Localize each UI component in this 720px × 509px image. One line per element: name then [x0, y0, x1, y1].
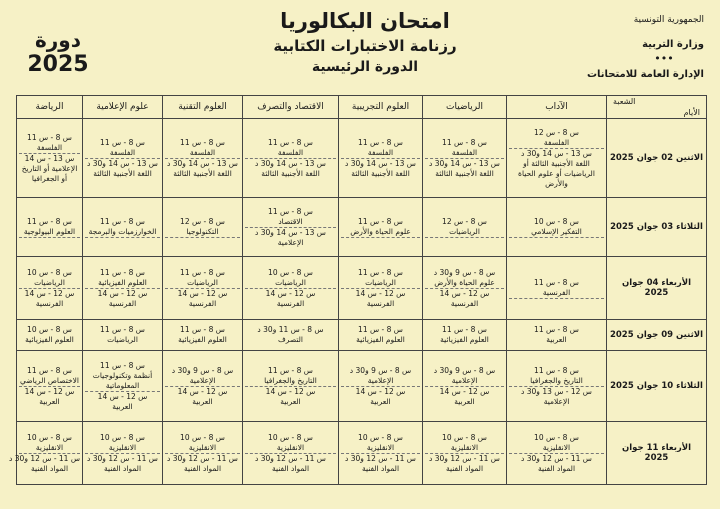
page-title: امتحان البكالوريا [280, 9, 450, 33]
exam-time: س 8 - س 10 [268, 267, 313, 277]
exam-time: س 12 - س 14 [439, 386, 490, 396]
exam-slot [425, 217, 504, 237]
exam-slot [19, 386, 80, 407]
exam-slot [509, 148, 604, 189]
exam-subject: المواد الفنية [445, 463, 484, 473]
exam-slot [341, 453, 420, 474]
exam-time: س 12 - س 14 [24, 288, 75, 298]
exam-time: س 13 - س 14 و30 د [255, 227, 326, 237]
exam-time: س 8 - س 11 [358, 137, 403, 147]
exam-subject: اللغة الأجنبية الثالثة [173, 168, 232, 178]
exam-subject: الرياضيات [275, 277, 306, 287]
exam-time: س 8 - س 11 [358, 325, 403, 334]
exam-subject: العربية [370, 396, 391, 406]
exam-cell [243, 422, 339, 485]
exam-time: س 12 - س 14 [265, 288, 316, 298]
dots-separator: ••• [654, 52, 674, 65]
exam-subject: الفلسفة [277, 147, 304, 157]
exam-slot [425, 138, 504, 158]
exam-cell [423, 320, 507, 351]
exam-time: س 8 - س 11 [534, 365, 579, 375]
exam-time: س 8 - س 11 و30 د [257, 325, 324, 334]
exam-time: س 12 - س 14 [355, 386, 406, 396]
exam-cell [339, 119, 423, 198]
exam-time: س 13 - س 14 و30 د [521, 148, 592, 158]
exam-subject: المواد الفنية [30, 463, 69, 473]
exam-slot [19, 133, 80, 153]
exam-subject: العلوم البيولوجية [23, 226, 76, 236]
exam-time: س 8 - س 11 [268, 206, 313, 216]
exam-cell [507, 119, 607, 198]
exam-slot [165, 237, 240, 238]
exam-slot [85, 158, 160, 179]
exam-slot [509, 237, 604, 238]
exam-slot [85, 361, 160, 391]
exam-subject: الانقليزية [450, 442, 479, 452]
exam-subject: الفلسفة [451, 147, 478, 157]
exam-cell [83, 320, 163, 351]
exam-time: س 13 - س 14 و30 د [167, 158, 238, 168]
exam-slot [245, 268, 336, 288]
exam-subject: العلوم الفيزيائية [356, 335, 405, 344]
exam-slot [245, 453, 336, 474]
exam-cell [339, 351, 423, 422]
exam-cell [507, 257, 607, 320]
day-row [17, 422, 707, 485]
exam-time: س 8 - س 11 [534, 277, 579, 287]
day-label: الأربعاء 11 جوان 2025 [607, 422, 707, 485]
day-label: الاثنين 02 جوان 2025 [607, 119, 707, 198]
exam-slot [19, 433, 80, 453]
exam-time: س 8 - س 10 [268, 432, 313, 442]
exam-subject: اللغة الأجنبية الثالثة [351, 168, 410, 178]
exam-time: س 8 - س 11 [358, 216, 403, 226]
exam-cell [83, 422, 163, 485]
exam-slot [341, 138, 420, 158]
exam-cell [163, 320, 243, 351]
exam-subject: اللغة الأجنبية الثالثة أو الرياضيات أو علوم الحياة والأرض [518, 158, 595, 188]
exam-time: س 11 - س 12 و30 د [345, 453, 416, 463]
exam-time: س 12 - س 14 [97, 288, 148, 298]
exam-time: س 11 - س 12 و30 د [9, 453, 80, 463]
exam-subject: الإعلامية [189, 375, 216, 385]
exam-cell [507, 320, 607, 351]
day-row [17, 351, 707, 422]
exam-time: س 8 - س 12 [180, 216, 225, 226]
exam-subject: أنظمة وتكنولوجيات المعلوماتية [92, 370, 153, 390]
exam-slot [341, 366, 420, 386]
day-row [17, 320, 707, 351]
exam-subject: العربية [192, 396, 213, 406]
exam-slot [509, 298, 604, 299]
exam-subject: الفرنسية [542, 287, 571, 297]
exam-time: س 8 - س 10 [442, 432, 487, 442]
exam-subject: الإعلامية [451, 375, 478, 385]
exam-cell [423, 257, 507, 320]
exam-cell [163, 119, 243, 198]
exam-slot [85, 433, 160, 453]
exam-time: س 13 - س 14 [24, 153, 75, 163]
exam-slot [341, 288, 420, 309]
exam-subject: الفلسفة [189, 147, 216, 157]
exam-subject: الفلسفة [367, 147, 394, 157]
exam-cell [83, 351, 163, 422]
exam-cell [243, 320, 339, 351]
exam-time: س 8 - س 11 [180, 325, 225, 334]
exam-cell [17, 351, 83, 422]
exam-slot [19, 288, 80, 309]
exam-cell [339, 422, 423, 485]
exam-cell [339, 320, 423, 351]
exam-slot [509, 366, 604, 386]
session-word: دورة [34, 28, 81, 52]
exam-subject: الإعلامية [367, 375, 394, 385]
exam-subject: العلوم الفيزيائية [440, 335, 489, 344]
exam-slot [85, 453, 160, 474]
exam-subject: العربية [546, 335, 567, 344]
exam-subject: المواد الفنية [103, 463, 142, 473]
exam-time: س 8 - س 10 [27, 267, 72, 277]
administration-label: الإدارة العامة للامتحانات [586, 69, 704, 80]
title-block [250, 8, 480, 76]
exam-time: س 8 - س 10 [27, 325, 72, 334]
exam-time: س 8 - س 11 [358, 267, 403, 277]
exam-slot [165, 138, 240, 158]
exam-time: س 12 - س 14 [355, 288, 406, 298]
day-row [17, 198, 707, 257]
exam-slot [425, 288, 504, 309]
exam-time: س 12 - س 14 [439, 288, 490, 298]
exam-slot [9, 453, 80, 474]
day-row [17, 257, 707, 320]
exam-time: س 11 - س 12 و30 د [429, 453, 500, 463]
exam-subject: الخوارزميات والبرمجة [88, 226, 157, 236]
branch-header: العلوم التقنية [163, 96, 243, 119]
exam-slot [245, 227, 336, 248]
exam-slot [85, 217, 160, 237]
exam-subject: المواد الفنية [361, 463, 400, 473]
exam-subject: اللغة الأجنبية الثالثة [261, 168, 320, 178]
exam-subject: الفلسفة [543, 137, 570, 147]
session-name: الدورة الرئيسية [311, 59, 419, 75]
exam-slot [425, 237, 504, 238]
exam-subject: اللغة الأجنبية الثالثة [435, 168, 494, 178]
exam-time: س 8 - س 11 [442, 325, 487, 334]
exam-slot [245, 433, 336, 453]
exam-cell [423, 119, 507, 198]
exam-slot [165, 366, 240, 386]
exam-slot [245, 325, 336, 345]
exam-cell [17, 320, 83, 351]
exam-slot [425, 453, 504, 474]
exam-subject: الفرنسية [276, 298, 305, 308]
exam-subject: التكنولوجيا [186, 226, 219, 236]
exam-subject: الفرنسية [108, 298, 137, 308]
session-year-block [18, 28, 98, 78]
exam-time: س 8 - س 11 [100, 216, 145, 226]
exam-time: س 8 - س 9 و30 د [349, 365, 412, 375]
exam-time: س 8 - س 11 [268, 137, 313, 147]
exam-time: س 8 - س 9 و30 د [433, 365, 496, 375]
branch-header: العلوم التجريبية [339, 96, 423, 119]
exam-time: س 8 - س 11 [180, 267, 225, 277]
exam-slot [165, 158, 240, 179]
exam-slot [19, 217, 80, 237]
exam-slot [85, 138, 160, 158]
exam-cell [507, 198, 607, 257]
exam-subject: الانقليزية [188, 442, 217, 452]
exam-cell [17, 257, 83, 320]
exam-subject: الاقتصاد [278, 216, 303, 226]
exam-time: س 8 - س 10 [534, 432, 579, 442]
exam-time: س 13 - س 14 و30 د [429, 158, 500, 168]
exam-subject: العلوم الفيزيائية [98, 277, 147, 287]
exam-cell [163, 351, 243, 422]
exam-slot [245, 138, 336, 158]
exam-time: س 11 - س 12 و30 د [167, 453, 238, 463]
day-label: الثلاثاء 03 جوان 2025 [607, 198, 707, 257]
exam-cell [339, 257, 423, 320]
exam-slot [425, 158, 504, 179]
exam-cell [243, 198, 339, 257]
exam-time: س 8 - س 11 [100, 325, 145, 334]
exam-subject: الفرنسية [35, 298, 64, 308]
exam-subject: الفرنسية [188, 298, 217, 308]
exam-time: س 12 - س 14 [177, 386, 228, 396]
exam-cell [507, 351, 607, 422]
exam-slot [341, 433, 420, 453]
exam-subject: الرياضيات [107, 335, 138, 344]
republic-label: الجمهورية التونسية [633, 15, 704, 25]
exam-cell [83, 198, 163, 257]
exam-cell [83, 119, 163, 198]
exam-subject: العلوم الفيزيائية [178, 335, 227, 344]
ministry-label: وزارة التربية [642, 39, 704, 50]
exam-time: س 12 - س 13 و30 د [521, 386, 592, 396]
exam-slot [509, 433, 604, 453]
exam-subject: الانقليزية [542, 442, 571, 452]
exam-slot [245, 366, 336, 386]
exam-subject: الفلسفة [36, 142, 63, 152]
exam-cell [423, 198, 507, 257]
exam-subject: العلوم الفيزيائية [25, 335, 74, 344]
corner-header [607, 96, 707, 119]
exam-subject: التصرف [277, 335, 304, 344]
exam-slot [341, 237, 420, 238]
day-row [17, 119, 707, 198]
exam-subject: الإعلامية [543, 396, 570, 406]
exam-subject: علوم الحياة والأرض [350, 226, 411, 236]
exam-time: س 8 - س 11 [27, 365, 72, 375]
exam-subject: المواد الفنية [271, 463, 310, 473]
exam-subject: المواد الفنية [537, 463, 576, 473]
exam-slot [341, 386, 420, 407]
page-subtitle: رزنامة الاختبارات الكتابية [273, 37, 457, 55]
exam-slot [341, 158, 420, 179]
exam-time: س 13 - س 14 و30 د [345, 158, 416, 168]
exam-time: س 13 - س 14 و30 د [255, 158, 326, 168]
exam-cell [423, 422, 507, 485]
exam-slot [245, 288, 336, 309]
exam-subject: الفلسفة [109, 147, 136, 157]
exam-time: س 8 - س 11 [442, 137, 487, 147]
exam-slot [509, 217, 604, 237]
day-label: الثلاثاء 10 جوان 2025 [607, 351, 707, 422]
exam-subject: الرياضيات [187, 277, 218, 287]
exam-cell [243, 257, 339, 320]
exam-subject: علوم الحياة والأرض [434, 277, 495, 287]
exam-slot [425, 433, 504, 453]
exam-slot [425, 386, 504, 407]
exam-time: س 8 - س 10 [27, 432, 72, 442]
exam-time: س 12 - س 14 [177, 288, 228, 298]
exam-slot [245, 207, 336, 227]
exam-slot [341, 268, 420, 288]
exam-time: س 8 - س 11 [100, 360, 145, 370]
exam-slot [425, 268, 504, 288]
exam-subject: الاختصاص الرياضي [19, 375, 79, 385]
exam-time: س 11 - س 12 و30 د [255, 453, 326, 463]
exam-time: س 8 - س 11 [27, 216, 72, 226]
exam-time: س 12 - س 14 [97, 391, 148, 401]
exam-slot [85, 288, 160, 309]
exam-time: س 8 - س 11 [100, 137, 145, 147]
exam-subject: الانقليزية [366, 442, 395, 452]
branch-header: الاقتصاد والتصرف [243, 96, 339, 119]
session-year: 2025 [27, 52, 89, 77]
exam-subject: الفرنسية [366, 298, 395, 308]
exam-time: س 8 - س 9 و30 د [171, 365, 234, 375]
exam-subject: المواد الفنية [183, 463, 222, 473]
exam-slot [165, 217, 240, 237]
exam-time: س 8 - س 11 [100, 267, 145, 277]
exam-slot [19, 325, 80, 345]
exam-subject: العربية [454, 396, 475, 406]
corner-branch-label: الشعبة [613, 97, 636, 106]
exam-cell [507, 422, 607, 485]
branch-header: علوم الإعلامية [83, 96, 163, 119]
exam-slot [341, 217, 420, 237]
day-label: الأربعاء 04 جوان 2025 [607, 257, 707, 320]
exam-cell [339, 198, 423, 257]
exam-slot [19, 237, 80, 238]
exam-time: س 8 - س 10 [180, 432, 225, 442]
exam-time: س 12 - س 14 [265, 386, 316, 396]
exam-cell [423, 351, 507, 422]
exam-slot [425, 325, 504, 345]
exam-cell [163, 198, 243, 257]
exam-time: س 11 - س 12 و30 د [521, 453, 592, 463]
exam-slot [85, 237, 160, 238]
exam-slot [85, 268, 160, 288]
exam-subject: الرياضيات [365, 277, 396, 287]
exam-slot [19, 153, 80, 184]
exam-subject: التفكير الإسلامي [531, 226, 582, 236]
exam-subject: الرياضيات [449, 226, 480, 236]
exam-time: س 8 - س 12 [442, 216, 487, 226]
exam-subject: الرياضيات [34, 277, 65, 287]
exam-slot [165, 386, 240, 407]
branch-header: الرياضة [17, 96, 83, 119]
exam-slot [341, 325, 420, 345]
exam-subject: العربية [112, 401, 133, 411]
branch-header: الرياضيات [423, 96, 507, 119]
exam-subject: الانقليزية [276, 442, 305, 452]
exam-time: س 8 - س 10 [534, 216, 579, 226]
exam-slot [19, 366, 80, 386]
exam-slot [165, 433, 240, 453]
exam-subject: العربية [39, 396, 60, 406]
exam-slot [509, 453, 604, 474]
exam-slot [509, 325, 604, 345]
exam-slot [165, 288, 240, 309]
exam-time: س 8 - س 10 [100, 432, 145, 442]
exam-subject: الفرنسية [450, 298, 479, 308]
exam-time: س 8 - س 11 [180, 137, 225, 147]
exam-subject: الإعلامية [277, 237, 304, 247]
exam-cell [163, 422, 243, 485]
exam-slot [85, 325, 160, 345]
exam-slot [165, 268, 240, 288]
exam-time: س 8 - س 11 [27, 132, 72, 142]
exam-cell [83, 257, 163, 320]
exam-time: س 11 - س 12 و30 د [87, 453, 158, 463]
exam-cell [243, 351, 339, 422]
exam-subject: الانقليزية [108, 442, 137, 452]
exam-slot [509, 278, 604, 298]
exam-slot [19, 268, 80, 288]
exam-cell [17, 119, 83, 198]
exam-cell [9, 422, 83, 485]
exam-subject: التاريخ والجغرافيا [530, 375, 583, 385]
exam-slot [165, 453, 240, 474]
exam-subject: التاريخ والجغرافيا [264, 375, 317, 385]
exam-slot [165, 325, 240, 345]
exam-time: س 12 - س 14 [24, 386, 75, 396]
exam-slot [85, 391, 160, 412]
exam-time: س 13 - س 14 و30 د [87, 158, 158, 168]
exam-slot [509, 386, 604, 407]
exam-subject: الانقليزية [35, 442, 64, 452]
exam-time: س 8 - س 10 [358, 432, 403, 442]
exam-time: س 8 - س 9 و30 د [433, 267, 496, 277]
schedule-table [9, 95, 707, 485]
issuer-block [564, 14, 704, 82]
exam-time: س 8 - س 11 [268, 365, 313, 375]
exam-cell [17, 198, 83, 257]
exam-slot [245, 158, 336, 179]
exam-subject: العربية [280, 396, 301, 406]
exam-slot [245, 386, 336, 407]
branch-header: الآداب [507, 96, 607, 119]
exam-subject: اللغة الأجنبية الثالثة [93, 168, 152, 178]
day-label: الاثنين 09 جوان 2025 [607, 320, 707, 351]
exam-subject: الإعلامية أو التاريخ أو الجغرافيا [21, 163, 78, 183]
corner-days-label: الأيام [683, 108, 700, 117]
exam-slot [509, 128, 604, 148]
exam-cell [243, 119, 339, 198]
exam-cell [163, 257, 243, 320]
exam-time: س 8 - س 12 [534, 127, 579, 137]
exam-time: س 8 - س 11 [534, 325, 579, 334]
exam-slot [425, 366, 504, 386]
